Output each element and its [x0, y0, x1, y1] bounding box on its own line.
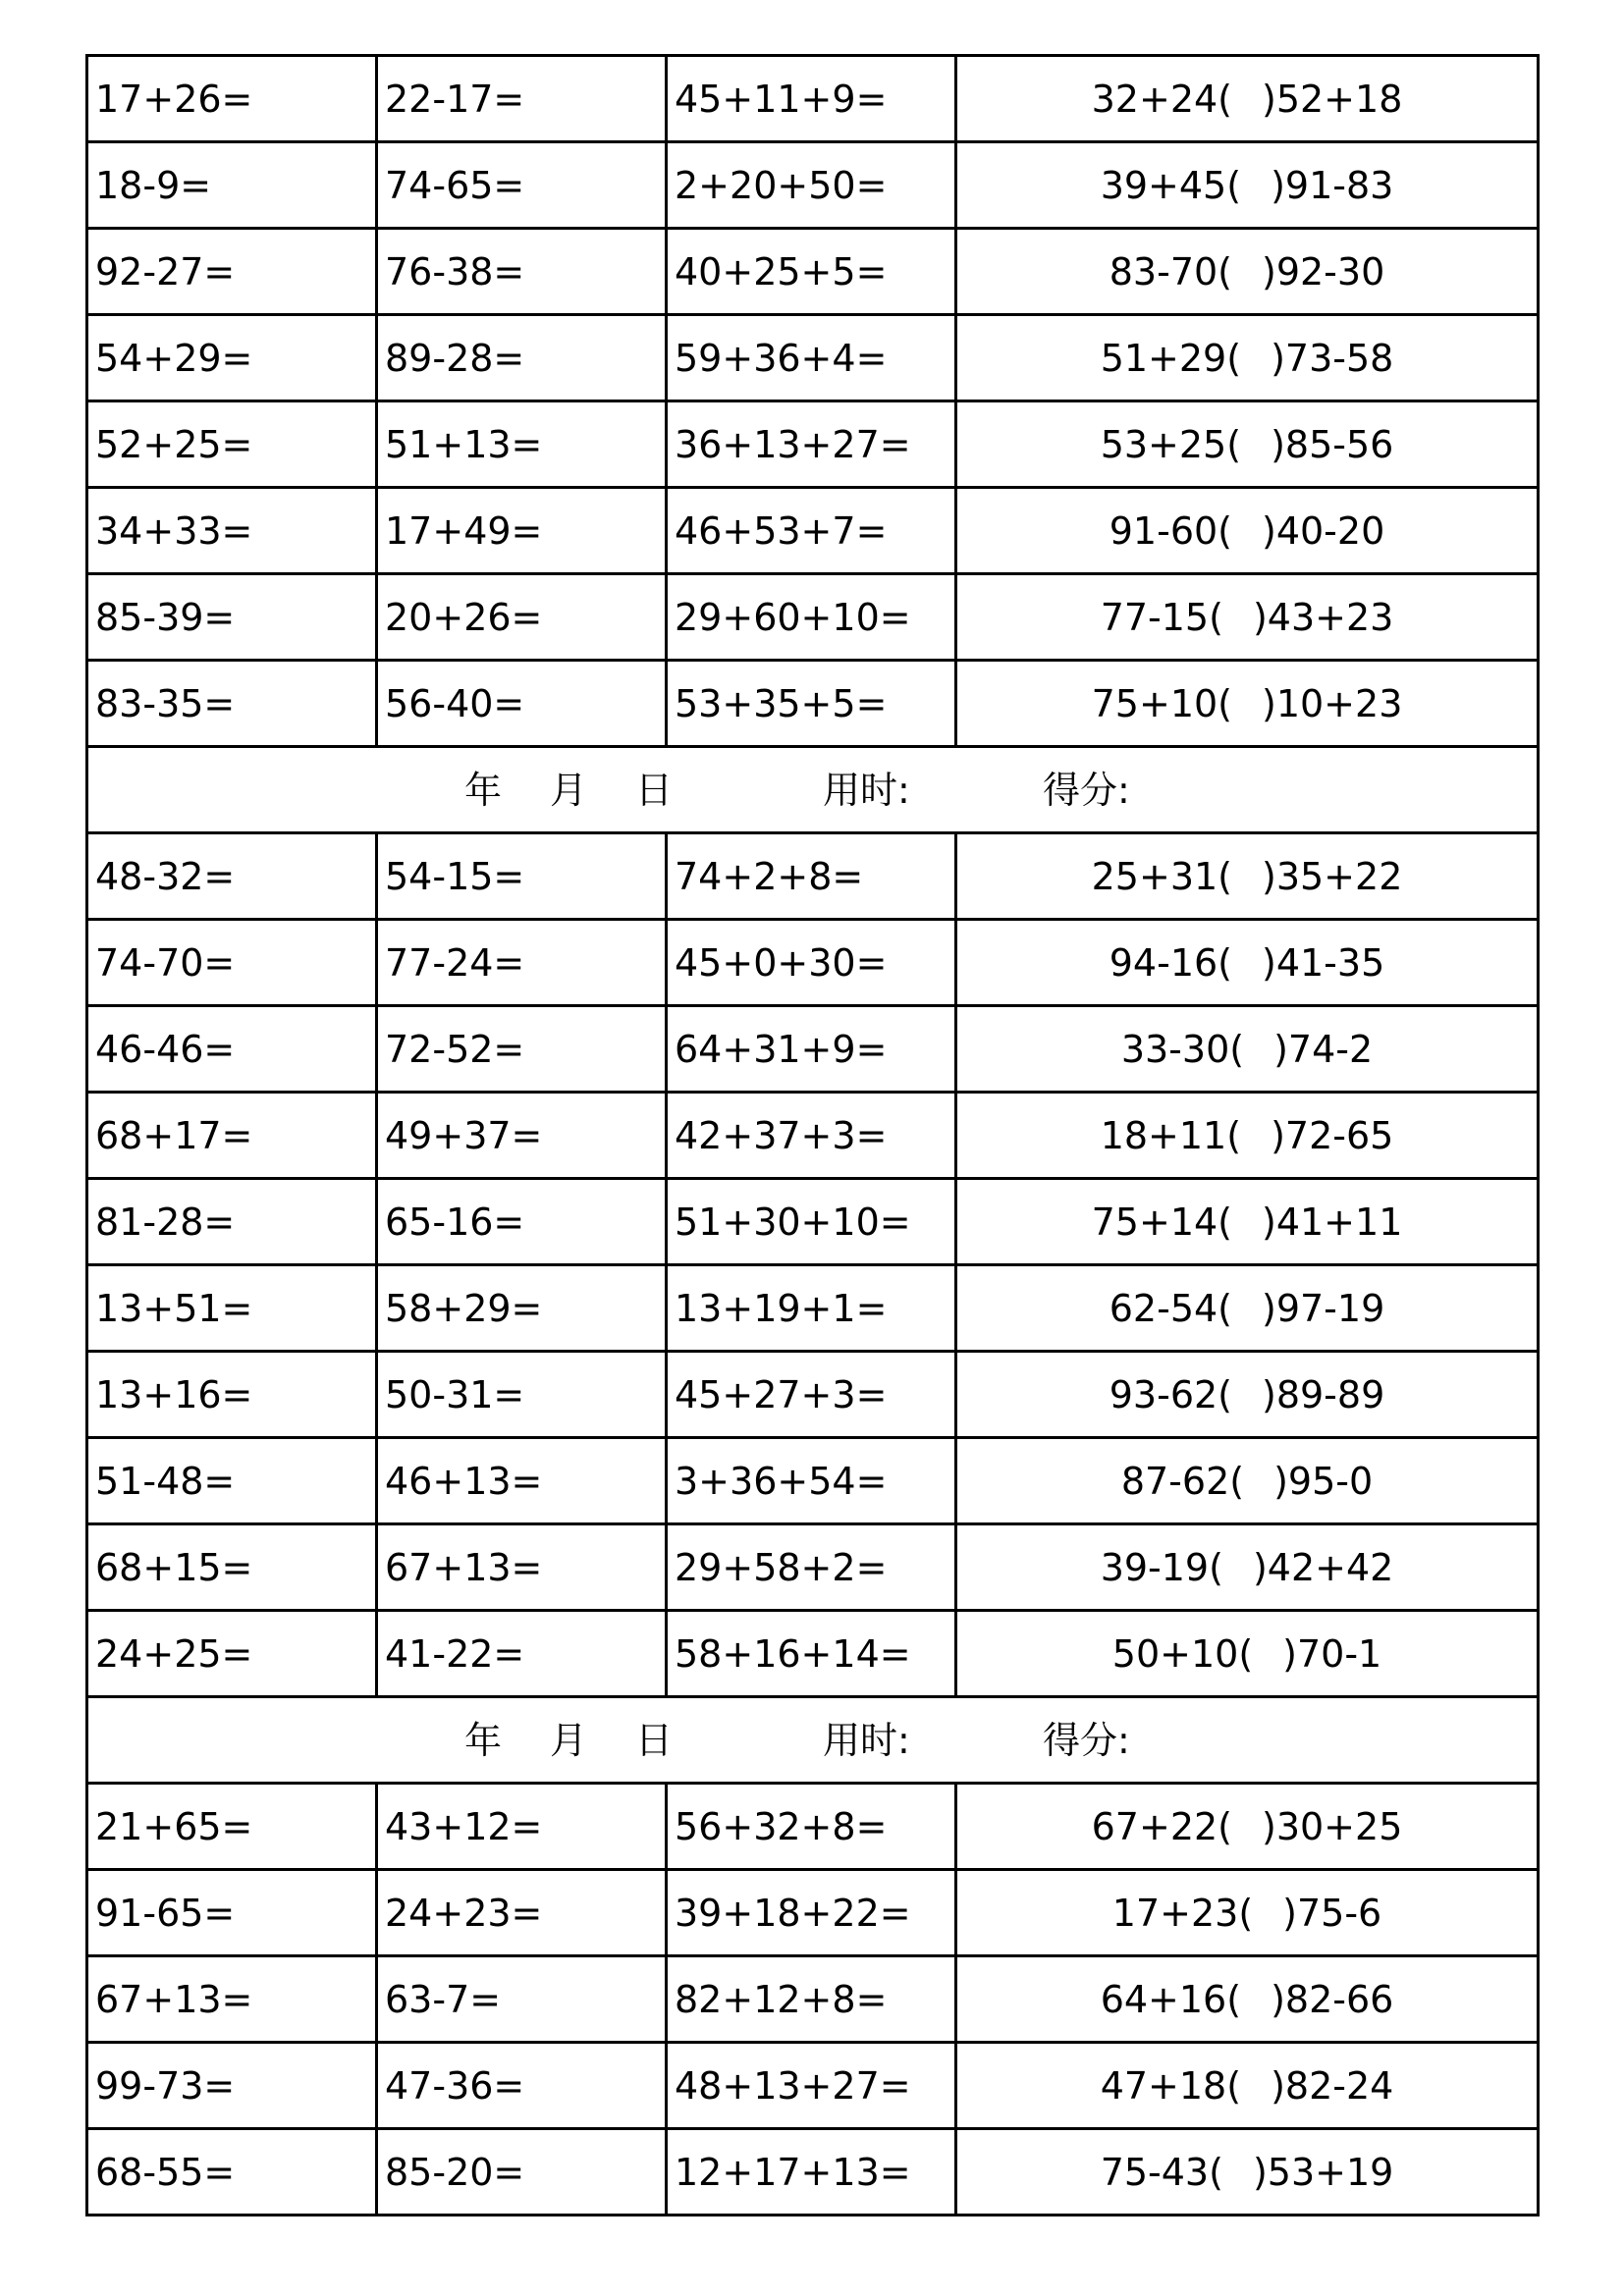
two-number-problem: 51+13= — [377, 401, 667, 488]
comparison-left-expression: 87-62( — [1120, 1459, 1245, 1503]
comparison-right-expression: )82-66 — [1271, 1977, 1394, 2021]
comparison-left-expression: 39-19( — [1100, 1545, 1223, 1589]
problem-row — [87, 661, 1539, 747]
comparison-left-expression: 93-62( — [1109, 1372, 1232, 1416]
two-number-problem: 99-73= — [87, 2043, 377, 2129]
three-number-problem: 29+60+10= — [667, 574, 956, 661]
problem-row — [87, 1438, 1539, 1524]
problem-row — [87, 1179, 1539, 1265]
comparison-right-expression: )43+23 — [1252, 595, 1394, 639]
problem-row — [87, 56, 1539, 142]
three-number-problem: 39+18+22= — [667, 1870, 956, 1956]
problem-row — [87, 2043, 1539, 2129]
comparison-left-expression: 75+10( — [1091, 681, 1232, 725]
comparison-left-expression: 51+29( — [1100, 336, 1242, 380]
comparison-problem — [956, 1524, 1539, 1611]
two-number-problem: 85-20= — [377, 2129, 667, 2216]
three-number-problem: 58+16+14= — [667, 1611, 956, 1697]
two-number-problem: 21+65= — [87, 1784, 377, 1870]
comparison-left-expression: 77-15( — [1100, 595, 1223, 639]
comparison-right-expression: )41-35 — [1262, 940, 1385, 985]
comparison-right-expression: )52+18 — [1262, 77, 1403, 121]
two-number-problem: 51-48= — [87, 1438, 377, 1524]
comparison-problem — [956, 661, 1539, 747]
comparison-left-expression: 67+22( — [1091, 1804, 1232, 1848]
comparison-right-expression: )70-1 — [1282, 1631, 1382, 1676]
comparison-problem — [956, 920, 1539, 1006]
two-number-problem: 34+33= — [87, 488, 377, 574]
two-number-problem: 92-27= — [87, 229, 377, 315]
two-number-problem: 81-28= — [87, 1179, 377, 1265]
problem-row — [87, 315, 1539, 401]
comparison-problem — [956, 142, 1539, 229]
three-number-problem: 45+0+30= — [667, 920, 956, 1006]
three-number-problem: 13+19+1= — [667, 1265, 956, 1352]
two-number-problem: 56-40= — [377, 661, 667, 747]
two-number-problem: 89-28= — [377, 315, 667, 401]
three-number-problem: 48+13+27= — [667, 2043, 956, 2129]
comparison-problem — [956, 56, 1539, 142]
two-number-problem: 46+13= — [377, 1438, 667, 1524]
two-number-problem: 83-35= — [87, 661, 377, 747]
problem-row — [87, 1265, 1539, 1352]
header-time-used-label: 用时: — [823, 768, 910, 812]
two-number-problem: 17+26= — [87, 56, 377, 142]
three-number-problem: 51+30+10= — [667, 1179, 956, 1265]
header-month-label: 月 — [550, 768, 588, 812]
problem-row — [87, 488, 1539, 574]
two-number-problem: 72-52= — [377, 1006, 667, 1093]
two-number-problem: 43+12= — [377, 1784, 667, 1870]
comparison-right-expression: )91-83 — [1271, 163, 1394, 207]
two-number-problem: 68-55= — [87, 2129, 377, 2216]
comparison-left-expression: 75-43( — [1100, 2150, 1223, 2194]
date-score-header-row — [87, 747, 1539, 833]
two-number-problem: 48-32= — [87, 833, 377, 920]
header-month-label: 月 — [550, 1718, 588, 1762]
worksheet-body — [87, 56, 1539, 2216]
comparison-problem — [956, 401, 1539, 488]
three-number-problem: 64+31+9= — [667, 1006, 956, 1093]
comparison-left-expression: 18+11( — [1100, 1113, 1242, 1157]
two-number-problem: 58+29= — [377, 1265, 667, 1352]
date-score-header — [87, 747, 1539, 833]
comparison-left-expression: 64+16( — [1100, 1977, 1242, 2021]
comparison-problem — [956, 2129, 1539, 2216]
problem-row — [87, 1006, 1539, 1093]
two-number-problem: 18-9= — [87, 142, 377, 229]
three-number-problem: 29+58+2= — [667, 1524, 956, 1611]
two-number-problem: 76-38= — [377, 229, 667, 315]
comparison-problem — [956, 1179, 1539, 1265]
comparison-right-expression: )35+22 — [1262, 854, 1403, 898]
two-number-problem: 20+26= — [377, 574, 667, 661]
problem-row — [87, 574, 1539, 661]
three-number-problem: 40+25+5= — [667, 229, 956, 315]
problem-row — [87, 1870, 1539, 1956]
two-number-problem: 49+37= — [377, 1093, 667, 1179]
comparison-left-expression: 33-30( — [1120, 1027, 1245, 1071]
comparison-right-expression: )95-0 — [1273, 1459, 1374, 1503]
comparison-right-expression: )72-65 — [1271, 1113, 1394, 1157]
problem-row — [87, 1524, 1539, 1611]
comparison-left-expression: 39+45( — [1100, 163, 1242, 207]
comparison-left-expression: 94-16( — [1109, 940, 1232, 985]
two-number-problem: 54-15= — [377, 833, 667, 920]
problem-row — [87, 1352, 1539, 1438]
problem-row — [87, 1956, 1539, 2043]
two-number-problem: 46-46= — [87, 1006, 377, 1093]
comparison-problem — [956, 1006, 1539, 1093]
two-number-problem: 13+51= — [87, 1265, 377, 1352]
comparison-problem — [956, 833, 1539, 920]
three-number-problem: 82+12+8= — [667, 1956, 956, 2043]
comparison-right-expression: )92-30 — [1262, 249, 1385, 294]
three-number-problem: 53+35+5= — [667, 661, 956, 747]
three-number-problem: 46+53+7= — [667, 488, 956, 574]
comparison-right-expression: )10+23 — [1262, 681, 1403, 725]
comparison-left-expression: 47+18( — [1100, 2063, 1242, 2108]
problem-row — [87, 401, 1539, 488]
comparison-right-expression: )41+11 — [1262, 1200, 1403, 1244]
worksheet-table — [85, 54, 1540, 2216]
problem-row — [87, 1611, 1539, 1697]
two-number-problem: 67+13= — [87, 1956, 377, 2043]
comparison-right-expression: )40-20 — [1262, 508, 1385, 553]
problem-row — [87, 920, 1539, 1006]
comparison-problem — [956, 488, 1539, 574]
comparison-problem — [956, 2043, 1539, 2129]
comparison-problem — [956, 229, 1539, 315]
comparison-left-expression: 91-60( — [1109, 508, 1232, 553]
header-year-label: 年 — [464, 1718, 503, 1762]
three-number-problem: 45+11+9= — [667, 56, 956, 142]
date-score-header — [87, 1697, 1539, 1784]
two-number-problem: 67+13= — [377, 1524, 667, 1611]
comparison-right-expression: )73-58 — [1271, 336, 1394, 380]
comparison-problem — [956, 1352, 1539, 1438]
two-number-problem: 17+49= — [377, 488, 667, 574]
three-number-problem: 2+20+50= — [667, 142, 956, 229]
comparison-problem — [956, 1784, 1539, 1870]
header-score-label: 得分: — [1043, 1718, 1130, 1762]
comparison-problem — [956, 1093, 1539, 1179]
two-number-problem: 68+15= — [87, 1524, 377, 1611]
comparison-right-expression: )74-2 — [1273, 1027, 1374, 1071]
header-score-label: 得分: — [1043, 768, 1130, 812]
header-year-label: 年 — [464, 768, 503, 812]
comparison-left-expression: 17+23( — [1111, 1891, 1254, 1935]
comparison-problem — [956, 1956, 1539, 2043]
two-number-problem: 74-65= — [377, 142, 667, 229]
two-number-problem: 50-31= — [377, 1352, 667, 1438]
problem-row — [87, 1093, 1539, 1179]
comparison-problem — [956, 1265, 1539, 1352]
two-number-problem: 74-70= — [87, 920, 377, 1006]
three-number-problem: 45+27+3= — [667, 1352, 956, 1438]
comparison-problem — [956, 1611, 1539, 1697]
problem-row — [87, 1784, 1539, 1870]
comparison-problem — [956, 574, 1539, 661]
comparison-left-expression: 50+10( — [1111, 1631, 1254, 1676]
three-number-problem: 56+32+8= — [667, 1784, 956, 1870]
comparison-problem — [956, 1870, 1539, 1956]
problem-row — [87, 2129, 1539, 2216]
three-number-problem: 3+36+54= — [667, 1438, 956, 1524]
three-number-problem: 36+13+27= — [667, 401, 956, 488]
two-number-problem: 54+29= — [87, 315, 377, 401]
two-number-problem: 77-24= — [377, 920, 667, 1006]
comparison-right-expression: )30+25 — [1262, 1804, 1403, 1848]
problem-row — [87, 142, 1539, 229]
two-number-problem: 63-7= — [377, 1956, 667, 2043]
three-number-problem: 59+36+4= — [667, 315, 956, 401]
two-number-problem: 65-16= — [377, 1179, 667, 1265]
comparison-right-expression: )82-24 — [1271, 2063, 1394, 2108]
two-number-problem: 47-36= — [377, 2043, 667, 2129]
date-score-header-row — [87, 1697, 1539, 1784]
comparison-left-expression: 32+24( — [1091, 77, 1232, 121]
problem-row — [87, 229, 1539, 315]
header-day-label: 日 — [635, 768, 674, 812]
two-number-problem: 91-65= — [87, 1870, 377, 1956]
header-time-used-label: 用时: — [823, 1718, 910, 1762]
comparison-right-expression: )85-56 — [1271, 422, 1394, 466]
comparison-left-expression: 62-54( — [1109, 1286, 1232, 1330]
comparison-problem — [956, 1438, 1539, 1524]
comparison-right-expression: )97-19 — [1262, 1286, 1385, 1330]
comparison-problem — [956, 315, 1539, 401]
two-number-problem: 68+17= — [87, 1093, 377, 1179]
three-number-problem: 12+17+13= — [667, 2129, 956, 2216]
header-day-label: 日 — [635, 1718, 674, 1762]
two-number-problem: 24+23= — [377, 1870, 667, 1956]
comparison-left-expression: 53+25( — [1100, 422, 1242, 466]
comparison-left-expression: 25+31( — [1091, 854, 1232, 898]
problem-row — [87, 833, 1539, 920]
two-number-problem: 13+16= — [87, 1352, 377, 1438]
three-number-problem: 74+2+8= — [667, 833, 956, 920]
three-number-problem: 42+37+3= — [667, 1093, 956, 1179]
two-number-problem: 85-39= — [87, 574, 377, 661]
comparison-right-expression: )89-89 — [1262, 1372, 1385, 1416]
two-number-problem: 52+25= — [87, 401, 377, 488]
comparison-left-expression: 75+14( — [1091, 1200, 1232, 1244]
comparison-left-expression: 83-70( — [1109, 249, 1232, 294]
comparison-right-expression: )42+42 — [1252, 1545, 1394, 1589]
two-number-problem: 41-22= — [377, 1611, 667, 1697]
comparison-right-expression: )53+19 — [1252, 2150, 1394, 2194]
two-number-problem: 22-17= — [377, 56, 667, 142]
two-number-problem: 24+25= — [87, 1611, 377, 1697]
comparison-right-expression: )75-6 — [1282, 1891, 1382, 1935]
